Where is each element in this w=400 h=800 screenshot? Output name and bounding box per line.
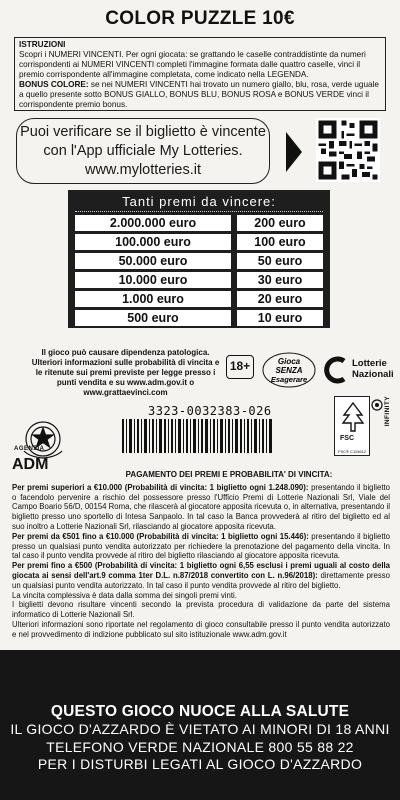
- payment-info-note: Ulteriori informazioni sono riportate nel regolamento di gioco consultabile presso il punto vendita autorizzato e nel provvedimento di indizione pubblicato sul sito istituzionale www.adm.gov.it: [12, 619, 390, 639]
- svg-text:SENZA: SENZA: [275, 366, 303, 375]
- payment-paragraph: [12, 532, 390, 561]
- age-18-badge: 18+: [226, 355, 254, 379]
- payment-tier-1: Per premi superiori a €10.000 (Probabilità di vincita: 1 biglietto ogni 1.248.090):: [12, 482, 309, 492]
- prize-left: 500 euro: [75, 310, 231, 326]
- prize-right: 10 euro: [237, 310, 323, 326]
- bonus-heading: BONUS COLORE:: [19, 80, 89, 89]
- prize-right: 30 euro: [237, 272, 323, 288]
- adm-name: ADM: [12, 456, 49, 473]
- bonus-text: se nei NUMERI VINCENTI hai trovato un numero giallo, blu, rosa, verde uguale a quello presente sotto BONUS GIALLO, BONUS BLU, BONUS ROSA e BONUS VERDE vinci il corrispondente premio bonus.: [19, 80, 379, 109]
- prize-row: [75, 310, 323, 326]
- payment-total-note: La vincita complessiva è data dalla somma dei singoli premi vinti.: [12, 590, 237, 600]
- arrow-right-icon: [286, 132, 302, 172]
- qr-code[interactable]: [316, 118, 380, 182]
- prize-left: 100.000 euro: [75, 234, 231, 250]
- prize-left: 50.000 euro: [75, 253, 231, 269]
- fsc-mark: FSC: [340, 435, 354, 442]
- adm-agency-label: AGENZIA: [14, 446, 45, 452]
- prize-left: 10.000 euro: [75, 272, 231, 288]
- ticket-serial-number: 3323-0032383-026: [148, 404, 272, 418]
- fsc-tree-icon: [340, 401, 366, 433]
- instructions-heading: ISTRUZIONI: [19, 40, 66, 49]
- payment-tier-2-text: presentando il biglietto presso un qualsiasi punto vendita autorizzato per richiedere la prenotazione del pagamento della vincita. In tal caso il punto vendita provvede al ritiro del biglietto rilasciando al giocatore apposita ricevuta.: [12, 531, 390, 561]
- prize-right: 100 euro: [237, 234, 323, 250]
- prize-row: [75, 215, 323, 231]
- infinity-mark-icon: [370, 398, 384, 412]
- prize-right: 200 euro: [237, 215, 323, 231]
- payment-validation-note: I biglietti devono risultare vincenti secondo la prevista procedura di validazione da parte del sistema informatico di Lotterie Nazionali Srl.: [12, 600, 390, 620]
- payment-tier-3: Per premi fino a €500 (Probabilità di vincita: 1 biglietto ogni 6,55 esclusi i premi uguali al costo della giocata ai sensi dell'art.9 comma 1ter D.L. n.87/2018 convertito con L. n.96/2018):: [12, 561, 390, 580]
- app-line-1: Puoi verificare se il biglietto è vincente: [20, 124, 266, 140]
- app-url[interactable]: www.mylotteries.it: [84, 162, 202, 178]
- footer-line-3: TELEFONO VERDE NAZIONALE 800 55 88 22: [46, 738, 354, 755]
- payment-paragraph: [12, 561, 390, 590]
- payment-section: [12, 470, 390, 640]
- lotterie-nazionali-text: Lotterie Nazionali: [352, 358, 394, 380]
- prize-right: 20 euro: [237, 291, 323, 307]
- ticket-title: COLOR PUZZLE 10€: [105, 8, 295, 29]
- payment-tier-3-text: direttamente presso un qualsiasi punto vendita autorizzato. In tal caso il punto vendita provvede al ritiro del biglietto.: [12, 570, 390, 590]
- footer-line-1: QUESTO GIOCO NUOCE ALLA SALUTE: [50, 703, 350, 720]
- app-verification-box: [16, 118, 270, 184]
- infinity-text: INFINITY: [384, 396, 391, 427]
- prize-row: [75, 234, 323, 250]
- svg-text:Gioca: Gioca: [277, 357, 301, 366]
- prize-row: [75, 272, 323, 288]
- lotterie-nazionali-logo: [322, 356, 398, 386]
- payment-paragraph: [12, 483, 390, 532]
- footer-line-2: IL GIOCO D'AZZARDO È VIETATO AI MINORI DI 18 ANNI: [10, 721, 390, 737]
- prize-left: 1.000 euro: [75, 291, 231, 307]
- app-line-2: con l'App ufficiale My Lotteries.: [43, 143, 243, 159]
- instructions-box: [14, 37, 386, 111]
- prize-table-title: Tanti premi da vincere:: [75, 194, 323, 212]
- prize-left: 2.000.000 euro: [75, 215, 231, 231]
- fsc-label: [334, 396, 370, 456]
- health-warning-footer: [0, 650, 400, 800]
- prize-table: [68, 190, 330, 328]
- gioca-senza-esagerare-logo: [262, 350, 316, 390]
- payment-tier-2: Per premi da €501 fino a €10.000 (Probabilità di vincita: 1 biglietto ogni 15.446):: [12, 531, 309, 541]
- prize-row: [75, 253, 323, 269]
- addiction-warning: Il gioco può causare dipendenza patologica. Ulteriori informazioni sulle probabilità di vincita e le ritenute sui premi previste per legge presso i punti vendita e su www.adm.gov.it o www.grattaevinci.com: [31, 348, 220, 397]
- prize-row: [75, 291, 323, 307]
- instructions-text: Scopri i NUMERI VINCENTI. Per ogni giocata: se grattando le caselle contraddistinte da numeri corrispondenti ai NUMERI VINCENTI completi l'immagine formata dalle quattro caselle, vinci il premio corrispondente all'immagine completata, come indicato nella LEGENDA.: [19, 50, 366, 79]
- lotterie-nazionali-icon: [322, 356, 348, 384]
- payment-heading: PAGAMENTO DEI PREMI E PROBABILITA' DI VINCITA:: [125, 470, 333, 479]
- svg-text:Esagerare: Esagerare: [270, 375, 308, 384]
- fsc-code: FSC® C115612: [338, 449, 366, 454]
- footer-line-4: PER I DISTURBI LEGATI AL GIOCO D'AZZARDO: [37, 756, 363, 772]
- payment-tier-1-text: presentando il biglietto o facendolo pervenire a rischio del possessore presso l'Ufficio Premi di Lotterie Nazionali Srl, Viale del Campo Boario 56/D, 00154 Roma, che rilascerà al giocatore apposita ricevuta o, in alternativa, presentando il biglietto presso uno sportello di Intesa Sanpaolo. In tal caso la Banca provvederà al ritiro del biglietto ed al suo inoltro a Lotterie Nazionali Srl, rilasciando al giocatore apposita ricevuta.: [12, 482, 390, 531]
- prize-right: 50 euro: [237, 253, 323, 269]
- barcode: [122, 419, 272, 453]
- infinity-logo: [370, 396, 396, 456]
